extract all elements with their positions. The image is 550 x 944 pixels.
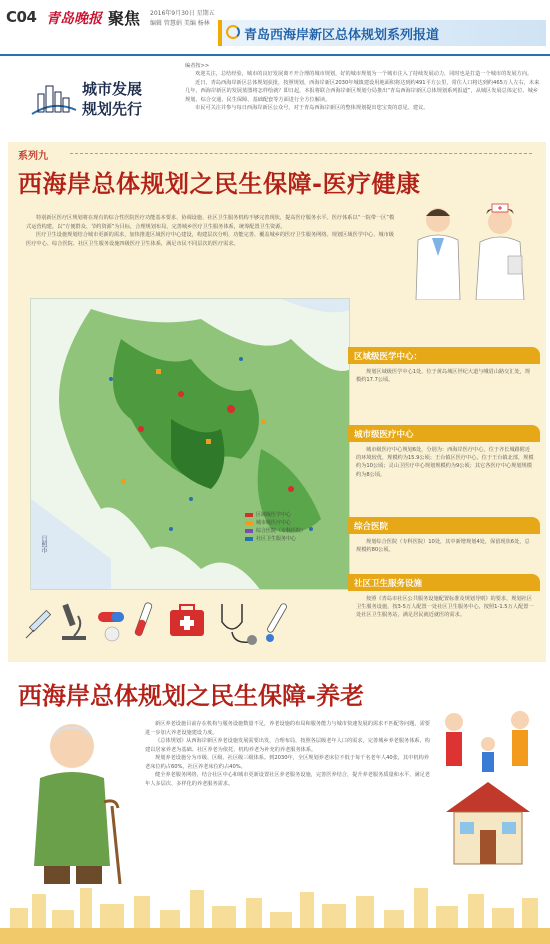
article-paragraph: 《总体规划》从西海岸新区养老设施发展需要出发，合理布局，按照各层级老年人口的需求，完善城乡养老服务体系，构建以居家养老为基础、社区养老为依托、机构养老为补充的养老服务体系。	[145, 738, 430, 753]
legend-item: 社区卫生服务中心	[256, 536, 297, 542]
family-house-illustration	[432, 700, 544, 880]
article-paragraph: 规划养老设施分为市级、区级、社区级三级体系。到2030年，全区规划养老床位不低于每千名老年人40张，其中机构养老床位约占60%，社区养老床位约占40%。	[145, 755, 429, 770]
thermometer-icon	[266, 603, 288, 642]
intro-logo-line1: 城市发展	[82, 80, 143, 98]
medical-article	[26, 214, 396, 248]
medical-icons-row	[22, 592, 332, 652]
legend-item: 城市级医疗中心	[256, 520, 292, 526]
panel-regional-center	[348, 347, 540, 384]
editor-note-paragraph: 编者按>>	[185, 63, 210, 69]
section-name: 聚焦	[108, 9, 141, 28]
medical-section	[8, 142, 546, 662]
elderly-title: 西海岸总体规划之民生保障-养老	[18, 682, 364, 710]
page-code: C04	[6, 8, 37, 26]
article-paragraph: 医疗卫生设施规划结合城市更新的需求，加快推进区域医疗中心建设，构建层次分明、功能完善、覆盖城乡的医疗卫生服务网络。规划区域医学中心、城市级医疗中心、综合医院、社区卫生服务设施四级医疗卫生体系，满足市民不同层次的医疗需求。	[26, 232, 394, 247]
editor-credits: 编辑 管慧娟 美编 杨林	[150, 20, 210, 27]
panel-city-center	[348, 425, 540, 479]
issue-date: 2016年9月30日 星期五	[150, 10, 215, 17]
elderly-article	[145, 720, 430, 788]
series-banner	[218, 20, 546, 46]
page-header	[0, 0, 550, 56]
map-legend	[245, 511, 306, 543]
elderly-man-illustration	[20, 716, 138, 886]
editor-note-paragraph: 市民可关注并参与每日西海岸新区公众号，对于青岛西海岸新区的整体规划提出您宝贵的意见、建议。	[195, 105, 429, 112]
microscope-icon	[62, 604, 86, 640]
syringe-icon	[26, 610, 51, 638]
article-paragraph: 新区养老设施目前存在机构与服务设施数量不足，养老设施的布局和服务能力与城市快速发展的需求不匹配等问题，需要进一步加大养老设施建设力度。	[145, 721, 430, 736]
first-aid-kit-icon	[170, 605, 204, 636]
legend-item: 综合医院（专科医院）	[256, 528, 307, 534]
panel-title: 社区卫生服务设施	[348, 574, 540, 591]
doctor-nurse-illustration	[400, 200, 540, 300]
map-place-label: 日照市	[40, 535, 47, 553]
article-paragraph: 特别新区医疗区规划将在现有的综合性医院医疗功能基本要求、协调设施、社区卫生服务机构不够完善现状，提高医疗服务水平。医疗体系以“一院带一区”模式运营构建，以“方便群众、节约资源”为目标，合理规划布局，完善城乡医疗卫生服务体系，统筹配置卫生资源。	[26, 215, 395, 230]
panel-title: 区域级医学中心：	[348, 347, 540, 364]
panel-community-health	[348, 574, 540, 620]
city-skyline-icon	[30, 80, 78, 120]
legend-item: 区域级医学中心	[256, 512, 292, 518]
panel-body: 城市级医疗中心规划6处，分别为：西海岸医疗中心，位于齐长城路附近的环境较优，规模约为15.9公顷；王台镇区医疗中心，位于王台镇北部，规模约为10公顷；灵山卫医疗中心规划规模约为9公顷；其它各医疗中心规划规模约为8公顷。	[356, 447, 534, 478]
test-tube-icon	[134, 602, 152, 636]
series-banner-title: 青岛西海岸新区总体规划系列报道	[244, 28, 440, 43]
divider	[70, 153, 532, 154]
panel-general-hospital	[348, 517, 540, 554]
stethoscope-icon	[222, 604, 257, 645]
panel-title: 城市级医疗中心	[348, 425, 540, 442]
newspaper-name: 青岛晚报	[46, 11, 102, 27]
series-logo-icon	[226, 25, 240, 39]
medical-title: 西海岸总体规划之民生保障-医疗健康	[18, 170, 421, 198]
editor-note	[185, 62, 543, 112]
panel-body: 规划区域级医学中心1处，位于黄岛城区世纪大道与峨眉山路交汇处，规模约17.7公顷。	[356, 369, 531, 384]
pills-icon	[98, 612, 124, 641]
article-paragraph: 健全养老服务网络，结合社区中心和城市更新设置社区养老服务设施，完善医养结合，提升养老服务质量和水平，满足老年人多层次、多样化的养老服务需求。	[145, 772, 430, 787]
intro-logo-line2: 规划先行	[82, 100, 143, 118]
map-graphic	[31, 299, 350, 590]
panel-body: 规划综合医院（专科医院）10处，其中新增规划4处，保留现状6处，总规模约80公顷。	[356, 539, 530, 554]
footer-band	[0, 928, 550, 944]
series-number: 系列九	[18, 151, 48, 162]
panel-body: 按照《青岛市社区公共服务设施配置标准及规划导则》的要求，规划社区卫生服务设施，按3-5万人配置一处社区卫生服务中心，按照1-1.5万人配置一处社区卫生服务站，满足居民就近就医的需求。	[356, 596, 534, 619]
editor-note-paragraph: 欢迎关注，总结经验，城市的良好发展离不开合理的城市规划，好的城市规划为一个城市注入了持续发展动力，同时也是打造一个城市的发展方向。	[195, 71, 533, 78]
panel-title: 综合医院	[348, 517, 540, 534]
intro-logo	[30, 74, 180, 124]
planning-map	[30, 298, 350, 590]
editor-note-paragraph: 近日，青岛西海岸新区总体规划获批，按照规划，西海岸新区2030年城镇建设用地面积将达到约491平方公里，常住人口将达到约465万人左右，未来几年，西海岸新区的发展蓝图将怎样绘就？即日起，本报将联合西海岸新区规划分局推出“青岛西海岸新区总体规划系列报道”，从城区发展总体定位、城乡规划、综合交通、民生保障、基础配套等方面进行全方位解读。	[185, 79, 540, 103]
